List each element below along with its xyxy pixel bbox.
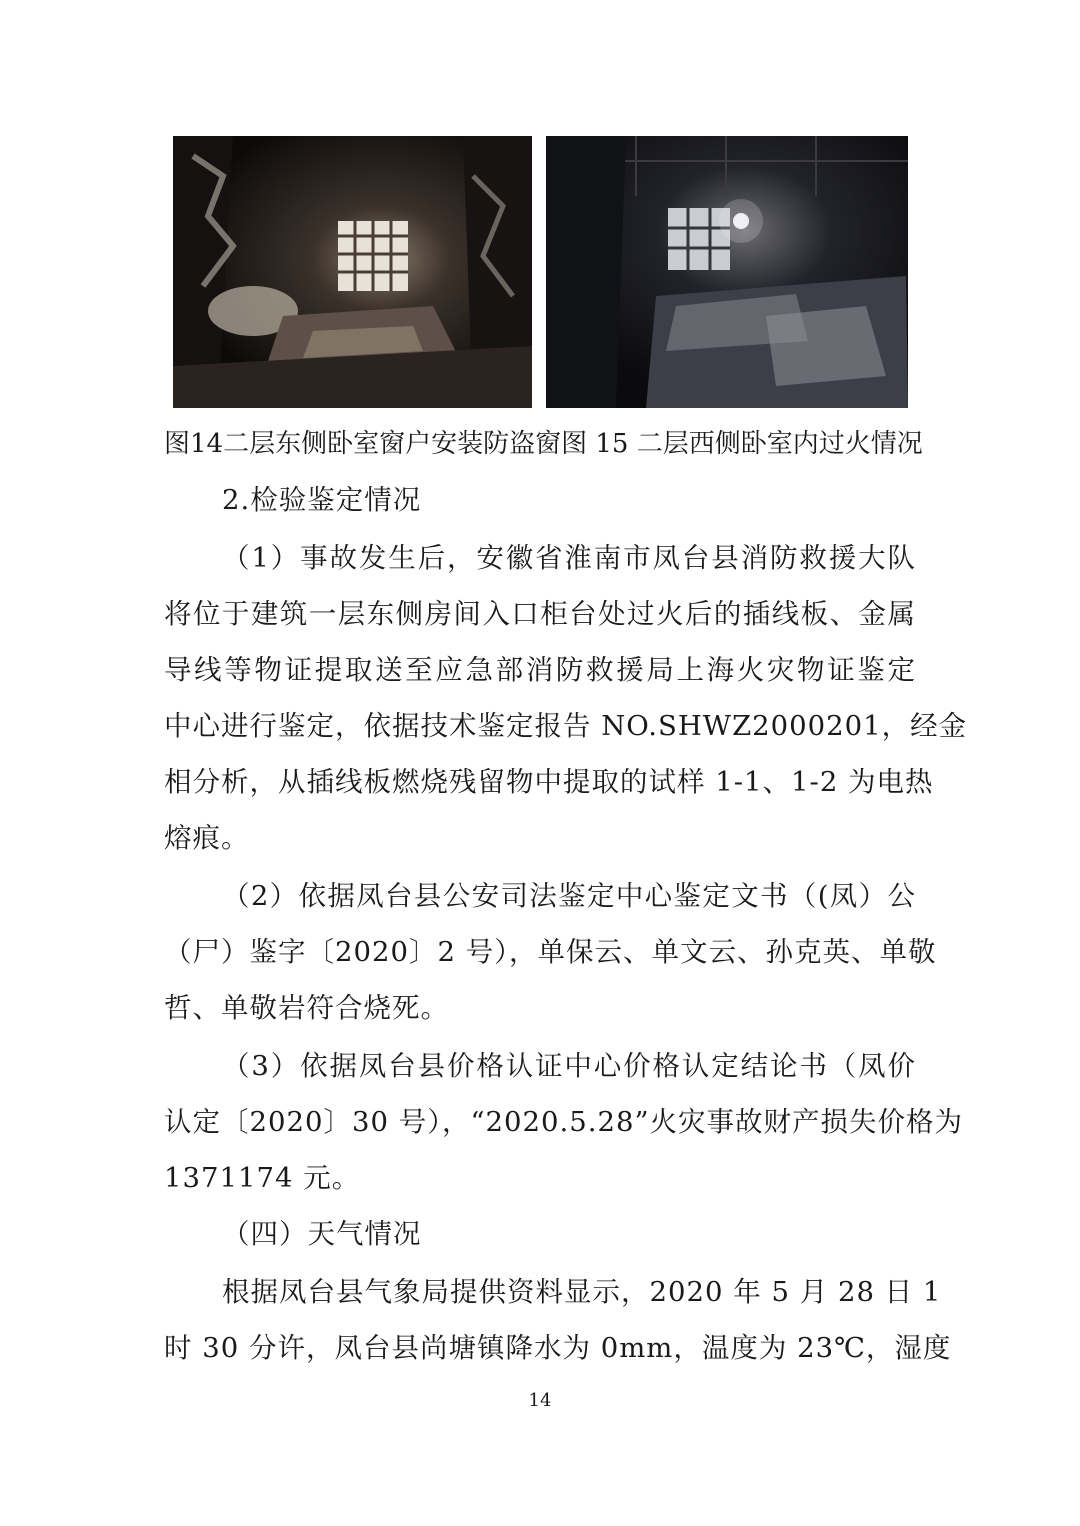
paragraph-line: 中心进行鉴定，依据技术鉴定报告 NO.SHWZ2000201，经金: [164, 710, 968, 742]
paragraph-line: 相分析，从插线板燃烧残留物中提取的试样 1-1、1-2 为电热: [164, 766, 934, 798]
paragraph-line: （1）事故发生后，安徽省淮南市凤台县消防救援大队: [222, 542, 916, 574]
figure-caption: 图14二层东侧卧室窗户安装防盗窗图 15 二层西侧卧室内过火情况: [164, 429, 923, 459]
paragraph-line: 将位于建筑一层东侧房间入口柜台处过火后的插线板、金属: [164, 598, 916, 630]
paragraph-line: （尸）鉴字〔2020〕2 号），单保云、单文云、孙克英、单敬: [164, 936, 937, 968]
paragraph-line: （2）依据凤台县公安司法鉴定中心鉴定文书（(凤）公: [222, 880, 916, 912]
paragraph-line: 认定〔2020〕30 号），“2020.5.28”火灾事故财产损失价格为: [164, 1106, 964, 1138]
burned-bedroom-east-photo: [173, 136, 532, 408]
paragraph-line: 根据凤台县气象局提供资料显示，2020 年 5 月 28 日 1: [222, 1276, 942, 1308]
paragraph-line: 1371174 元。: [164, 1162, 361, 1194]
paragraph-line: 哲、单敬岩符合烧死。: [164, 992, 449, 1024]
paragraph-line: 导线等物证提取送至应急部消防救援局上海火灾物证鉴定: [164, 654, 916, 686]
paragraph-line: 熔痕。: [164, 822, 250, 854]
section-heading: （四）天气情况: [222, 1218, 422, 1250]
paragraph-line: 时 30 分许，凤台县尚塘镇降水为 0mm，温度为 23℃，湿度: [164, 1332, 952, 1364]
photo-west-bedroom: [546, 136, 908, 408]
paragraph-line: （3）依据凤台县价格认证中心价格认定结论书（凤价: [222, 1050, 916, 1082]
section-heading: 2.检验鉴定情况: [222, 484, 422, 516]
burned-bedroom-west-photo: [546, 136, 908, 408]
page-number: 14: [528, 1390, 552, 1411]
photo-east-bedroom: [173, 136, 532, 408]
